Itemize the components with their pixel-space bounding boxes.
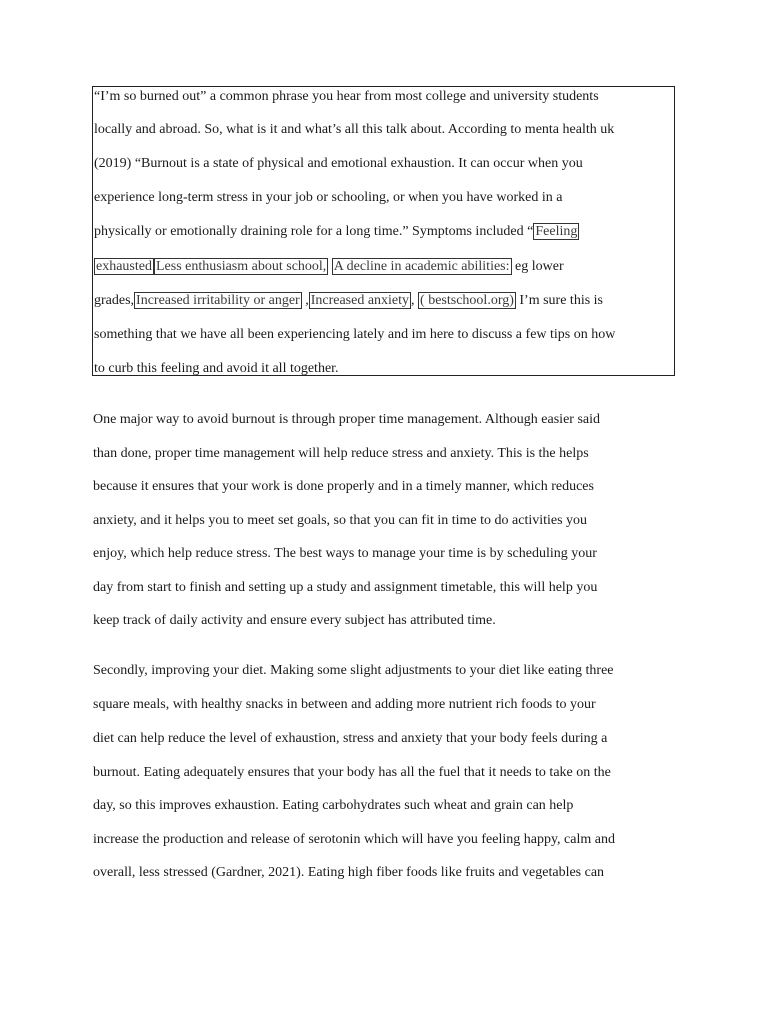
intro-line-7 — [94, 292, 603, 310]
intro-line-8: something that we have all been experiencing lately and im here to discuss a few tips on how — [94, 327, 616, 342]
para2-line: anxiety, and it helps you to meet set goals, so that you can fit in time to do activities you — [93, 513, 588, 528]
intro-line-2: locally and abroad. So, what is it and what’s all this talk about. According to menta health uk — [94, 122, 615, 137]
highlight-feeling: Feeling — [535, 224, 578, 239]
intro-line-6-tail: eg lower — [511, 259, 564, 274]
para3-line: increase the production and release of serotonin which will have you feeling happy, calm and — [93, 832, 615, 847]
highlight-exhausted: exhausted — [96, 259, 152, 274]
intro-line-5-text: physically or emotionally draining role for a long time.” Symptoms included “ — [94, 224, 534, 239]
intro-line-1: “I’m so burned out” a common phrase you hear from most college and university students — [94, 89, 599, 104]
para2-line: day from start to finish and setting up a study and assignment timetable, this will help you — [93, 580, 598, 595]
para2-line: because it ensures that your work is done properly and in a timely manner, which reduces — [93, 479, 594, 494]
highlight-anxiety: Increased anxiety — [310, 293, 410, 308]
para3-line: day, so this improves exhaustion. Eating carbohydrates such wheat and grain can help — [93, 798, 574, 813]
intro-line-4: experience long-term stress in your job or schooling, or when you have worked in a — [94, 190, 563, 205]
para3-line: diet can help reduce the level of exhaustion, stress and anxiety that your body feels during a — [93, 731, 608, 746]
highlight-decline-academic: A decline in academic abilities: — [333, 259, 510, 274]
intro-line-5 — [94, 223, 579, 241]
intro-line-7-sep2: , — [411, 293, 419, 308]
para2-line: keep track of daily activity and ensure every subject has attributed time. — [93, 613, 496, 628]
para2-line: enjoy, which help reduce stress. The best ways to manage your time is by scheduling your — [93, 546, 597, 561]
para2-line: than done, proper time management will help reduce stress and anxiety. This is the helps — [93, 446, 589, 461]
para3-line: Secondly, improving your diet. Making some slight adjustments to your diet like eating three — [93, 663, 614, 678]
para2-line: One major way to avoid burnout is through proper time management. Although easier said — [93, 412, 600, 427]
intro-line-6 — [94, 258, 564, 276]
intro-line-7-head: grades, — [94, 293, 135, 308]
highlight-less-enthusiasm: Less enthusiasm about school, — [155, 259, 327, 274]
intro-line-3: (2019) “Burnout is a state of physical and emotional exhaustion. It can occur when you — [94, 156, 583, 171]
highlight-irritability: Increased irritability or anger — [136, 293, 300, 308]
para3-line: square meals, with healthy snacks in between and adding more nutrient rich foods to your — [93, 697, 596, 712]
para3-line: overall, less stressed (Gardner, 2021). Eating high fiber foods like fruits and vegetables can — [93, 865, 605, 880]
para3-line: burnout. Eating adequately ensures that your body has all the fuel that it needs to take on the — [93, 765, 611, 780]
intro-line-9: to curb this feeling and avoid it all together. — [94, 361, 339, 376]
intro-line-7-tail: I’m sure this is — [515, 293, 603, 308]
intro-line-7-sep1: , — [301, 293, 309, 308]
highlight-citation-bestschool: ( bestschool.org) — [420, 293, 514, 308]
